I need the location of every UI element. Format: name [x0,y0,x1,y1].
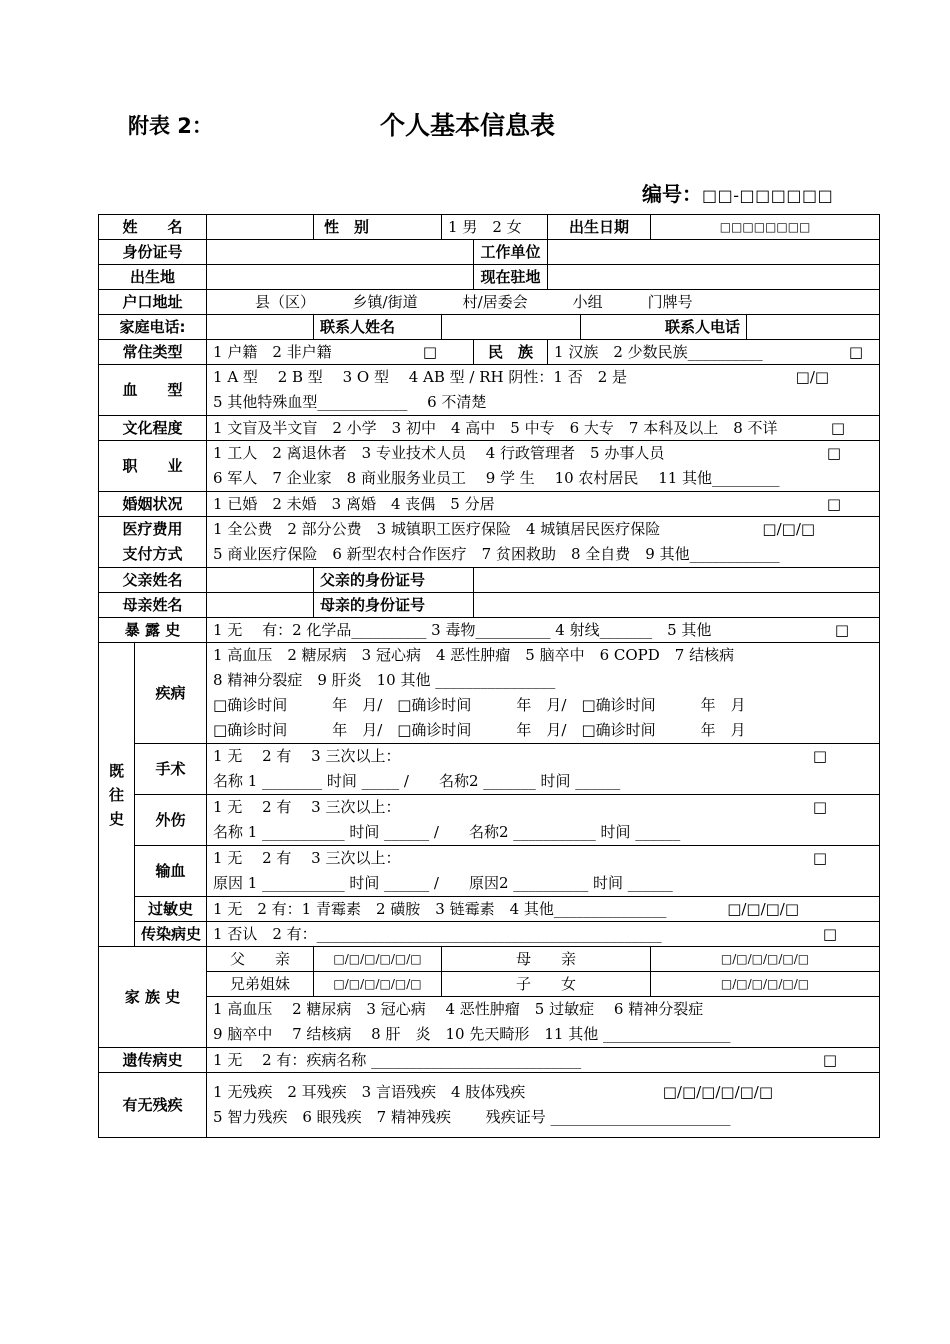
disability-label: 有无残疾 [99,1073,207,1138]
name-field[interactable] [207,215,314,240]
genetic-label: 遗传病史 [99,1048,207,1073]
residence-field[interactable] [548,265,880,290]
family-disease-options[interactable]: 1 高血压 2 糖尿病 3 冠心病 4 恶性肿瘤 5 过敏症 6 精神分裂症 9 脑卒中 7 结核病 8 肝 炎 10 先天畸形 11 其他 _________________ [207,997,880,1048]
phone-field[interactable] [207,315,314,340]
id-label: 身份证号 [99,240,207,265]
phone-label: 家庭电话: [99,315,207,340]
residence-type-options[interactable]: 1 户籍 2 非户籍 □ [207,340,474,365]
family-father-boxes[interactable]: □/□/□/□/□/□ [314,947,442,972]
marital-label: 婚姻状况 [99,492,207,517]
dob-field[interactable]: □□□□□□□□ [651,215,880,240]
address-field[interactable]: 县（区） 乡镇/街道 村/居委会 小组 门牌号 [207,290,880,315]
appendix-label: 附表 2： [128,114,213,138]
allergy-label: 过敏史 [135,897,207,922]
family-mother-boxes[interactable]: □/□/□/□/□/□ [651,947,880,972]
family-siblings: 兄弟姐妹 [207,972,314,997]
education-label: 文化程度 [99,416,207,441]
father-name-label: 父亲姓名 [99,568,207,593]
education-options[interactable]: 1 文盲及半文盲 2 小学 3 初中 4 高中 5 中专 6 大专 7 本科及以上 8 不详 □ [207,416,880,441]
mother-name-label: 母亲姓名 [99,593,207,618]
infectious-label: 传染病史 [135,922,207,947]
dob-label: 出生日期 [548,215,651,240]
infectious-options[interactable]: 1 否认 2 有：______________________________________________ □ [207,922,880,947]
family-children-boxes[interactable]: □/□/□/□/□/□ [651,972,880,997]
transfusion-options[interactable]: 1 无 2 有 3 三次以上： □ 原因 1 ___________ 时间 ______ / 原因2 __________ 时间 ______ [207,846,880,897]
disease-label: 疾病 [135,643,207,744]
family-father: 父 亲 [207,947,314,972]
contact-name-field[interactable] [442,315,581,340]
mother-name-field[interactable] [207,593,314,618]
mother-id-label: 母亲的身份证号 [314,593,474,618]
birthplace-field[interactable] [207,265,474,290]
work-field[interactable] [548,240,880,265]
exposure-label: 暴 露 史 [99,618,207,643]
blood-label: 血 型 [99,365,207,416]
ethnic-options[interactable]: 1 汉族 2 少数民族__________ □ [548,340,880,365]
birthplace-label: 出生地 [99,265,207,290]
family-children: 子 女 [442,972,651,997]
id-field[interactable] [207,240,474,265]
history-label: 既往史 [99,643,135,947]
mother-id-field[interactable] [474,593,880,618]
contact-phone-label: 联系人电话 [581,315,747,340]
contact-name-label: 联系人姓名 [314,315,442,340]
occupation-options[interactable]: 1 工人 2 离退休者 3 专业技术人员 4 行政管理者 5 办事人员 □ 6 军人 7 企业家 8 商业服务业员工 9 学 生 10 农村居民 11 其他_________ [207,441,880,492]
genetic-options[interactable]: 1 无 2 有：疾病名称 ____________________________ □ [207,1048,880,1073]
page-title: 个人基本信息表 [380,111,556,140]
disability-options[interactable]: 1 无残疾 2 耳残疾 3 言语残疾 4 肢体残疾 □/□/□/□/□/□ 5 智力残疾 6 眼残疾 7 精神残疾 残疾证号 ________________________ [207,1073,880,1138]
address-label: 户口地址 [99,290,207,315]
ethnic-label: 民 族 [474,340,548,365]
father-id-field[interactable] [474,568,880,593]
surgery-options[interactable]: 1 无 2 有 3 三次以上： □ 名称 1 ________ 时间 _____ / 名称2 _______ 时间 ______ [207,744,880,795]
blood-options[interactable]: 1 A 型 2 B 型 3 O 型 4 AB 型 / RH 阴性：1 否 2 是 □/□ 5 其他特殊血型____________ 6 不清楚 [207,365,880,416]
gender-label: 性 别 [314,215,442,240]
father-id-label: 父亲的身份证号 [314,568,474,593]
info-table [98,214,880,1138]
residence-label: 现在驻地 [474,265,548,290]
disease-options[interactable]: 1 高血压 2 糖尿病 3 冠心病 4 恶性肿瘤 5 脑卒中 6 COPD 7 结核病 8 精神分裂症 9 肝炎 10 其他 ________________ □确诊时间 年 月/ □确诊时间 年 月/ □确诊时间 年 月 □确诊时间 年 月/ □确诊时间 年 月/ □确诊时间 年 月 [207,643,880,744]
work-label: 工作单位 [474,240,548,265]
payment-label: 医疗费用 支付方式 [99,517,207,568]
occupation-label: 职 业 [99,441,207,492]
family-siblings-boxes[interactable]: □/□/□/□/□/□ [314,972,442,997]
name-label: 姓 名 [99,215,207,240]
serial-number: 编号：□□-□□□□□□ [642,182,834,206]
payment-options[interactable]: 1 全公费 2 部分公费 3 城镇职工医疗保险 4 城镇居民医疗保险 □/□/□ 5 商业医疗保险 6 新型农村合作医疗 7 贫困救助 8 全自费 9 其他____________ [207,517,880,568]
exposure-options[interactable]: 1 无 有：2 化学品__________ 3 毒物__________ 4 射线_______ 5 其他 □ [207,618,880,643]
injury-options[interactable]: 1 无 2 有 3 三次以上： □ 名称 1 ___________ 时间 ______ / 名称2 ___________ 时间 ______ [207,795,880,846]
residence-type-label: 常住类型 [99,340,207,365]
injury-label: 外伤 [135,795,207,846]
family-mother: 母 亲 [442,947,651,972]
contact-phone-field[interactable] [747,315,880,340]
marital-options[interactable]: 1 已婚 2 未婚 3 离婚 4 丧偶 5 分居 □ [207,492,880,517]
gender-options[interactable]: 1 男 2 女 [442,215,548,240]
transfusion-label: 输血 [135,846,207,897]
allergy-options[interactable]: 1 无 2 有：1 青霉素 2 磺胺 3 链霉素 4 其他_______________ □/□/□/□ [207,897,880,922]
surgery-label: 手术 [135,744,207,795]
family-history-label: 家 族 史 [99,947,207,1048]
father-name-field[interactable] [207,568,314,593]
